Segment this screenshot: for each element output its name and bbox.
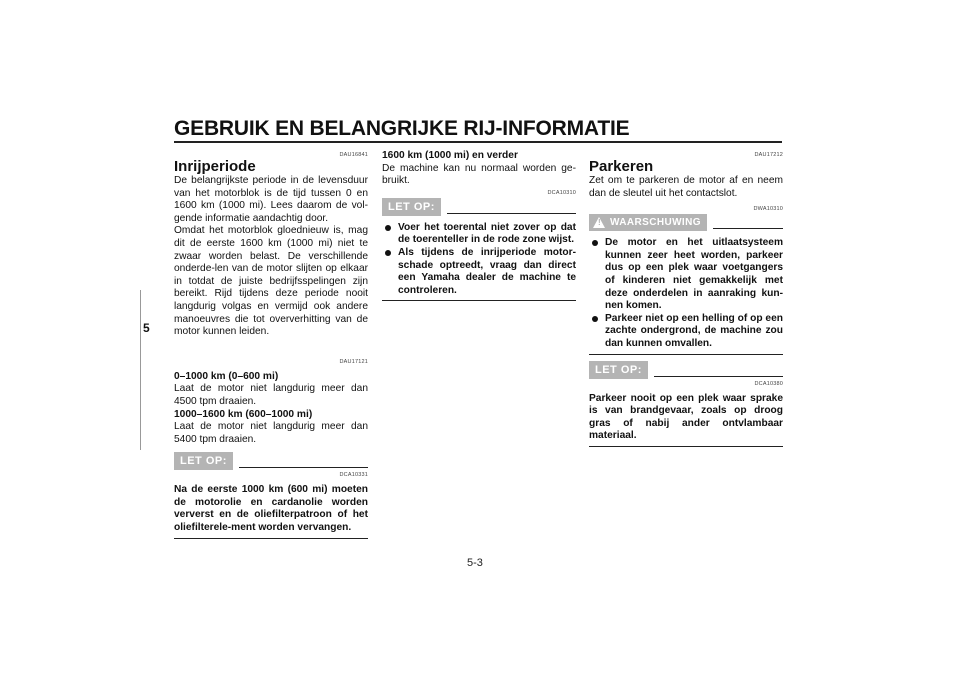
notice-text: Parkeer nooit op een plek waar sprake is van brandgevaar, zoals op droog gras of nabij ander ontvlambaar materiaal.	[589, 393, 783, 447]
warning-bullets	[589, 237, 783, 354]
column-1600-en-verder	[382, 150, 576, 301]
intro-paragraph-2: Omdat het motorblok gloednieuw is, mag dit de eerste 1600 km (1000 mi) niet te zwaar worden belast. De verschillende onderde-len van de motor slijten op elkaar in totdat de juiste bedrijfsspelingen zijn bereikt. Rijd tijdens deze periode nooit langdurig volgas en vermijd ook andere manoeuvres die tot oververhitting van de motor kunnen leiden.	[174, 225, 368, 338]
chapter-number: 5	[143, 321, 150, 335]
notice-rule	[239, 467, 368, 468]
warning-label-text: WAARSCHUWING	[610, 217, 701, 229]
section-heading-parkeren: Parkeren	[589, 158, 654, 175]
notice-text: Na de eerste 1000 km (600 mi) moeten de motorolie en cardanolie worden ververst en de oliefilterpatroon of het oliefilterele-ment worden vervangen.	[174, 484, 368, 538]
notice-header	[382, 198, 576, 216]
notice-label: LET OP:	[174, 452, 233, 470]
subheading-1600: 1600 km (1000 mi) en verder	[382, 150, 518, 161]
parking-text: Zet om te parkeren de motor af en neem dan de sleutel uit het contactslot.	[589, 175, 783, 199]
notice-code: DCA10310	[547, 189, 576, 196]
warning-label	[589, 214, 707, 231]
title-rule	[174, 141, 782, 143]
warning-rule	[713, 228, 783, 229]
notice-bullets	[382, 222, 576, 302]
warning-code: DWA10310	[753, 206, 783, 213]
column-inrijperiode	[174, 150, 368, 539]
intro-paragraph: De belangrijkste periode in de levensduur van het motorblok is de tijd tussen 0 en 1600 km (1000 mi). Lees daarom de vol-gende informatie aandachtig door.	[174, 175, 368, 224]
warning-header	[589, 214, 783, 231]
column-parkeren	[589, 150, 783, 447]
section-code: DAU17212	[754, 152, 783, 158]
notice-code: DCA10380	[754, 380, 783, 387]
page-title: GEBRUIK EN BELANGRIJKE RIJ-INFORMATIE	[174, 117, 630, 140]
notice-header	[589, 361, 783, 379]
rpm-text-1: Laat de motor niet langdurig meer dan 4500 tpm draaien.	[174, 383, 368, 407]
section-code: DAU17121	[339, 358, 368, 365]
rpm-text-2: Laat de motor niet langdurig meer dan 5400 tpm draaien.	[174, 421, 368, 445]
notice-label: LET OP:	[589, 361, 648, 379]
notice-rule	[447, 213, 576, 214]
notice-label: LET OP:	[382, 198, 441, 216]
page-number: 5-3	[467, 557, 483, 569]
list-item: Als tijdens de inrijperiode motor-schade optreedt, vraag dan direct een Yamaha dealer de machine te controleren.	[382, 247, 576, 297]
subheading-1000-1600: 1000–1600 km (600–1000 mi)	[174, 408, 313, 420]
warning-triangle-icon: !	[593, 217, 605, 228]
subheading-0-1000: 0–1000 km (0–600 mi)	[174, 370, 279, 382]
section-code: DAU16841	[339, 152, 368, 158]
normal-use-text: De machine kan nu normaal worden ge-bruikt.	[382, 162, 576, 187]
list-item: Parkeer niet op een helling of op een zachte ondergrond, de machine zou dan kunnen omvallen.	[589, 313, 783, 351]
chapter-tab	[140, 290, 159, 450]
notice-header	[174, 452, 368, 470]
list-item: De motor en het uitlaatsysteem kunnen zeer heet worden, parkeer dus op een plek waar voetgangers of kinderen niet gemakkelijk met deze onderdelen in aanraking kun-nen komen.	[589, 237, 783, 313]
notice-code: DCA10331	[339, 472, 368, 479]
notice-rule	[654, 376, 783, 377]
list-item: Voer het toerental niet zover op dat de toerenteller in de rode zone wijst.	[382, 222, 576, 247]
section-heading-inrijperiode: Inrijperiode	[174, 158, 256, 175]
